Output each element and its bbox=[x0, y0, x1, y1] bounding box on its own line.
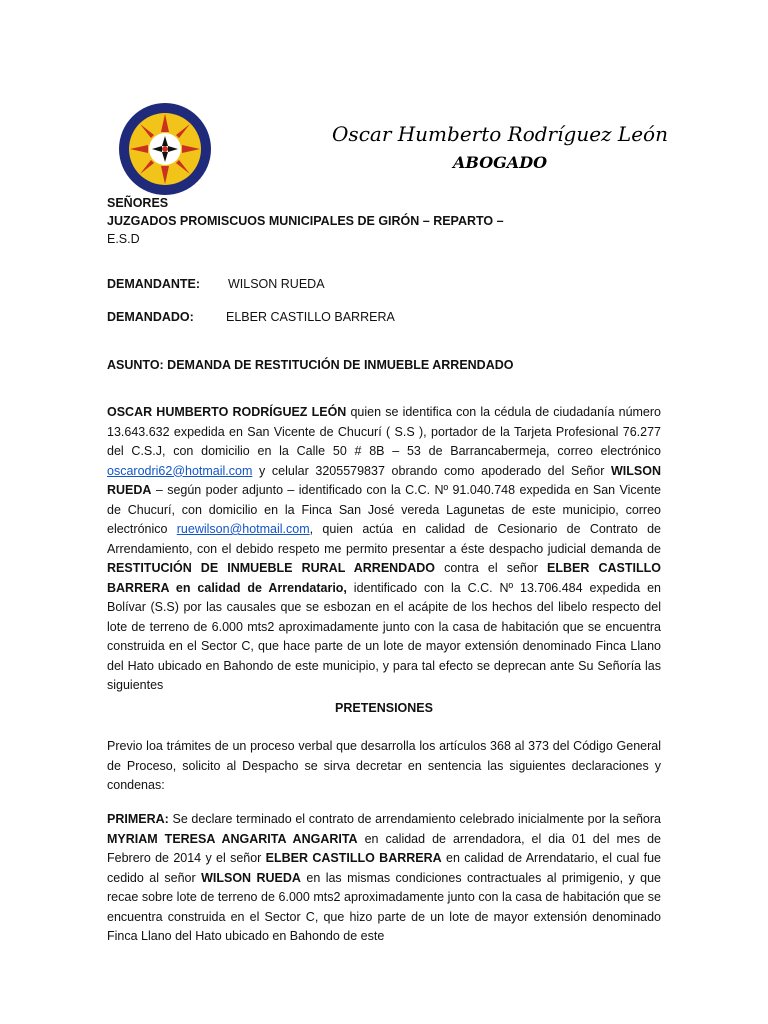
demandado-value: ELBER CASTILLO BARRERA bbox=[226, 310, 395, 324]
primera-text-3: en calidad de Arrendatario, el cual fue cedido al señor bbox=[107, 851, 661, 885]
intro-paragraph bbox=[107, 403, 661, 696]
intro-claim: RESTITUCIÓN DE INMUEBLE RURAL ARRENDADO bbox=[107, 561, 435, 575]
intro-defendant: ELBER CASTILLO BARRERA en calidad de Arrendatario, bbox=[107, 561, 661, 595]
email-link-1[interactable]: oscarodri62@hotmail.com bbox=[107, 463, 253, 478]
email-link-2[interactable]: ruewilson@hotmail.com bbox=[176, 522, 310, 536]
previo-paragraph: Previo loa trámites de un proceso verbal que desarrolla los artículos 368 al 373 del Código General de Proceso, solicito al Despacho se sirva decretar en sentencia las siguientes declaraciones y condenas: bbox=[107, 739, 661, 792]
address-line-2: JUZGADOS PROMISCUOS MUNICIPALES DE GIRÓN – REPARTO – bbox=[107, 214, 504, 228]
primera-name-2: ELBER CASTILLO BARRERA bbox=[265, 851, 442, 865]
primera-text-4: en las mismas condiciones contractuales al primigenio, y que recae sobre lote de terreno de 6.000 mts2 aproximadamente junto con la casa de habitación que se encuentra construida en el Sector C, que hizo parte de un lote de mayor extensión denominado Finca Llano del Hato ubicado en Bahondo de este bbox=[107, 870, 661, 943]
primera-label: PRIMERA: bbox=[107, 812, 169, 826]
intro-text-6: identificado con la C.C. Nº 13.706.484 expedida en Bolívar (S.S) por las causales que se esbozan en el acápite de los hechos del libelo respecto del lote de terreno de 6.000 mts2 aproximadamente junto con la casa de habitación que se encuentra construida en el Sector C, que hace parte de un lote de mayor extensión denominado Finca Llano del Hato ubicado en Bahondo de este municipio, y para tal efecto se deprecan ante Su Señoría las siguientes bbox=[107, 580, 662, 692]
demandante-value: WILSON RUEDA bbox=[228, 277, 325, 291]
seal-logo-icon bbox=[118, 102, 212, 196]
primera-paragraph bbox=[107, 810, 661, 947]
primera-text-1: Se declare terminado el contrato de arrendamiento celebrado inicialmente por la señora bbox=[168, 812, 661, 826]
lawyer-title: ABOGADO bbox=[452, 153, 548, 172]
intro-text-4: , quien actúa en calidad de Cesionario de Contrato de Arrendamiento, con el debido respeto me permito presentar a éste despacho judicial demanda de bbox=[107, 522, 661, 556]
intro-text-1: quien se identifica con la cédula de ciudadanía número 13.643.632 expedida en San Vicente de Chucurí ( S.S ), portador de la Tarjeta Profesional 76.277 del C.S.J, con domicilio en la Calle 50 # 8B – 53 de Barrancabermeja, correo electrónico bbox=[107, 405, 662, 458]
intro-text-3: – según poder adjunto – identificado con la C.C. Nº 91.040.748 expedida en San Vicente de Chucurí, con domicilio en la Finca San José vereda Lagunetas de este municipio, correo electrónico bbox=[107, 483, 661, 536]
address-line-1: SEÑORES bbox=[107, 196, 169, 210]
address-line-3: E.S.D bbox=[107, 232, 140, 246]
intro-client-name: WILSON RUEDA bbox=[107, 463, 661, 497]
intro-text-5: contra el señor bbox=[434, 561, 548, 575]
primera-name-1: MYRIAM TERESA ANGARITA ANGARITA bbox=[107, 831, 358, 846]
intro-name: OSCAR HUMBERTO RODRÍGUEZ LEÓN bbox=[107, 405, 347, 419]
lawyer-name: Oscar Humberto Rodríguez León bbox=[332, 122, 668, 146]
pretensiones-heading: PRETENSIONES bbox=[335, 701, 433, 715]
primera-name-3: WILSON RUEDA bbox=[201, 870, 301, 885]
asunto-line: ASUNTO: DEMANDA DE RESTITUCIÓN DE INMUEBLE ARRENDADO bbox=[107, 358, 514, 372]
primera-text-2: en calidad de arrendadora, el dia 01 del mes de Febrero de 2014 y el señor bbox=[107, 831, 661, 865]
intro-text-2: y celular 3205579837 obrando como apoderado del Señor bbox=[252, 463, 611, 478]
demandado-label: DEMANDADO: bbox=[107, 310, 194, 324]
demandante-label: DEMANDANTE: bbox=[107, 277, 201, 291]
